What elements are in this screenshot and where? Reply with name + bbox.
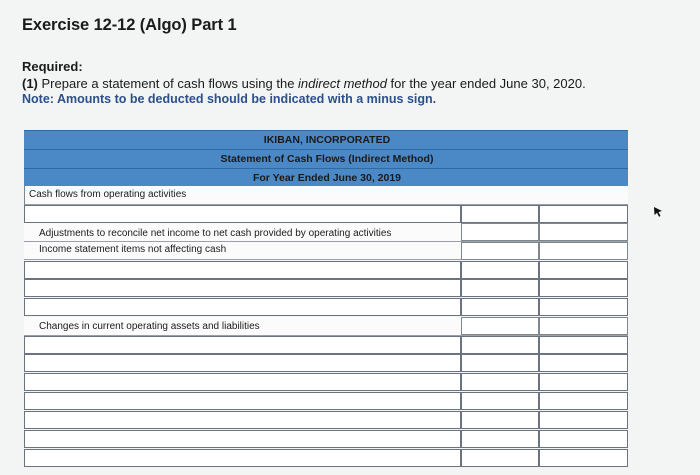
- net-income-description-input[interactable]: [24, 205, 461, 223]
- instruction-post: for the year ended June 30, 2020.: [386, 76, 586, 91]
- adjustments-amount-cell[interactable]: [461, 223, 539, 241]
- change-item-total-input[interactable]: [539, 392, 628, 410]
- changes-label: Changes in current operating assets and liabilities: [39, 321, 260, 332]
- mouse-cursor-icon: [652, 206, 664, 218]
- change-item-row: [24, 373, 628, 391]
- change-item-amount-input[interactable]: [461, 354, 539, 372]
- company-name: IKIBAN, INCORPORATED: [263, 134, 391, 146]
- income-item-amount-input[interactable]: [461, 298, 539, 316]
- page-title: Exercise 12-12 (Algo) Part 1: [22, 16, 237, 34]
- change-item-amount-input[interactable]: [461, 411, 539, 429]
- statement-title: Statement of Cash Flows (Indirect Method): [220, 153, 434, 165]
- income-item-amount-input[interactable]: [461, 279, 539, 297]
- change-item-amount-input[interactable]: [461, 430, 539, 448]
- net-income-amount-input[interactable]: [461, 205, 539, 223]
- income-item-amount-input[interactable]: [461, 261, 539, 279]
- cash-flow-worksheet: [24, 130, 628, 475]
- change-item-row: [24, 449, 628, 467]
- instruction-pre: Prepare a statement of cash flows using the: [41, 76, 299, 91]
- instruction-method: indirect method: [298, 76, 387, 91]
- minus-sign-note: Note: Amounts to be deducted should be indicated with a minus sign.: [22, 92, 437, 106]
- income-item-total-input[interactable]: [539, 279, 628, 297]
- change-item-total-input[interactable]: [539, 430, 628, 448]
- change-item-description-input[interactable]: [24, 336, 461, 354]
- adjustments-cell: [24, 223, 461, 241]
- instruction-number: (1): [22, 76, 38, 91]
- adjustments-label: Adjustments to reconcile net income to net cash provided by operating activities: [39, 228, 392, 239]
- required-label: Required:: [22, 59, 83, 74]
- income-item-row: [24, 261, 628, 279]
- income-item-row: [24, 298, 628, 316]
- statement-title-header: [24, 149, 628, 168]
- change-item-total-input[interactable]: [539, 354, 628, 372]
- changes-amount-cell[interactable]: [461, 317, 539, 335]
- income-items-amount-cell[interactable]: [461, 242, 539, 260]
- income-items-label: Income statement items not affecting cash: [39, 244, 227, 255]
- change-item-amount-input[interactable]: [461, 373, 539, 391]
- operating-section-label: Cash flows from operating activities: [29, 189, 187, 200]
- change-item-amount-input[interactable]: [461, 449, 539, 467]
- change-item-row: [24, 411, 628, 429]
- net-income-total-input[interactable]: [539, 205, 628, 223]
- change-item-description-input[interactable]: [24, 392, 461, 410]
- company-name-header: [24, 130, 628, 149]
- change-item-description-input[interactable]: [24, 449, 461, 467]
- adjustments-total-cell[interactable]: [539, 223, 628, 241]
- operating-section-row: [24, 186, 628, 205]
- income-items-row: [24, 242, 628, 260]
- statement-period: For Year Ended June 30, 2019: [252, 172, 402, 184]
- change-item-description-input[interactable]: [24, 411, 461, 429]
- change-item-amount-input[interactable]: [461, 336, 539, 354]
- instruction-text: [22, 76, 586, 91]
- change-item-amount-input[interactable]: [461, 392, 539, 410]
- income-items-total-cell[interactable]: [539, 242, 628, 260]
- change-item-row: [24, 392, 628, 410]
- net-income-row: [24, 205, 628, 223]
- change-item-total-input[interactable]: [539, 411, 628, 429]
- changes-total-cell[interactable]: [539, 317, 628, 335]
- change-item-total-input[interactable]: [539, 373, 628, 391]
- change-item-row: [24, 336, 628, 354]
- change-item-total-input[interactable]: [539, 449, 628, 467]
- change-item-row: [24, 430, 628, 448]
- income-item-description-input[interactable]: [24, 298, 461, 316]
- income-item-row: [24, 279, 628, 297]
- income-item-total-input[interactable]: [539, 298, 628, 316]
- statement-period-header: [24, 168, 628, 187]
- income-item-description-input[interactable]: [24, 279, 461, 297]
- change-item-description-input[interactable]: [24, 354, 461, 372]
- change-item-description-input[interactable]: [24, 430, 461, 448]
- change-item-total-input[interactable]: [539, 336, 628, 354]
- change-item-description-input[interactable]: [24, 373, 461, 391]
- change-item-row: [24, 354, 628, 372]
- income-item-description-input[interactable]: [24, 261, 461, 279]
- adjustments-row: [24, 223, 628, 242]
- income-item-total-input[interactable]: [539, 261, 628, 279]
- changes-row: [24, 317, 628, 336]
